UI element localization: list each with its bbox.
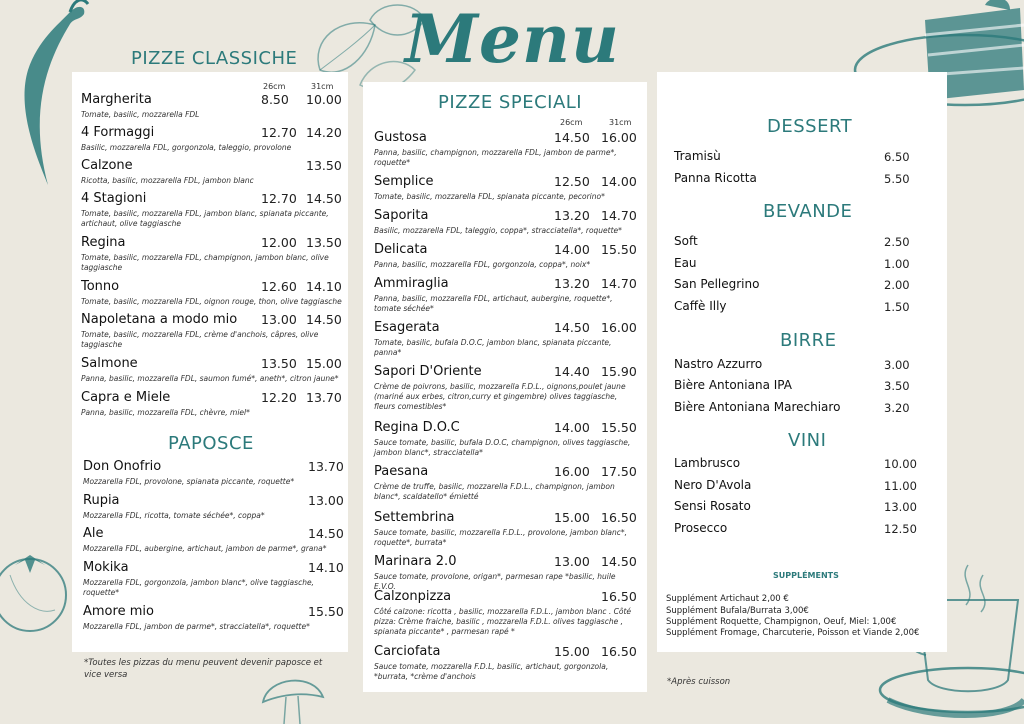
dessert-item xyxy=(674,149,914,163)
pizza-item xyxy=(374,364,637,412)
price-26cm: 12.60 xyxy=(261,279,297,294)
price-31cm: 14.70 xyxy=(601,208,637,223)
classiche-title: PIZZE CLASSICHE xyxy=(131,48,298,69)
pizza-name: Ammiraglia xyxy=(374,276,449,291)
price-26cm: 8.50 xyxy=(261,92,289,107)
price-26cm: 16.00 xyxy=(554,464,590,479)
paposce-description: Mozzarella FDL, aubergine, artichaut, jambon de parme*, grana* xyxy=(83,544,327,553)
price-26cm: 14.00 xyxy=(554,420,590,435)
pizza-name: Marinara 2.0 xyxy=(374,554,457,569)
beer-item-price: 3.20 xyxy=(884,401,910,415)
wine-item-name: Nero D'Avola xyxy=(674,478,752,492)
pizza-item xyxy=(374,130,637,168)
pizza-name: Saporita xyxy=(374,208,429,223)
pizza-item xyxy=(374,242,637,270)
pizza-name: Paesana xyxy=(374,464,429,479)
pizza-description: Sauce tomate, basilic, mozzarella F.D.L., provolone, jambon blanc*, roquette*, burrata* xyxy=(374,528,628,547)
wine-item-price: 11.00 xyxy=(884,479,917,493)
price-26cm: 15.00 xyxy=(554,510,590,525)
beer-item-name: Bière Antoniana Marechiaro xyxy=(674,400,841,414)
menu-title: Menu xyxy=(405,0,621,78)
wine-item xyxy=(674,499,917,514)
pizza-item xyxy=(81,125,341,153)
price-31cm: 16.50 xyxy=(601,510,637,525)
dessert-item-name: Panna Ricotta xyxy=(674,171,757,185)
price-31cm: 15.50 xyxy=(601,242,637,257)
price-26cm: 13.00 xyxy=(554,554,590,569)
pizza-item xyxy=(81,235,341,273)
speciali-title: PIZZE SPECIALI xyxy=(438,92,583,113)
tomato-illustration xyxy=(0,525,80,635)
pizza-name: Salmone xyxy=(81,356,138,371)
drink-item xyxy=(674,299,914,313)
price-26cm: 13.20 xyxy=(554,208,590,223)
pizza-description: Crème de poivrons, basilic, mozzarella F.D.L., oignons,poulet jaune (mariné aux erbes, citron,curry et gingembre) olives taggiasche, fleurs comestibles* xyxy=(374,382,626,411)
price-26cm: 12.20 xyxy=(261,390,297,405)
paposce-item xyxy=(83,604,343,632)
wine-item-name: Prosecco xyxy=(674,521,728,535)
pizza-description: Panna, basilic, mozzarella FDL, artichaut, aubergine, roquette*, tomate séchée* xyxy=(374,294,613,313)
pizza-description: Sauce tomate, mozzarella F.D.L, basilic, artichaut, gorgonzola, *burrata, *crème d'anchois xyxy=(374,662,609,681)
price-26cm: 14.50 xyxy=(554,130,590,145)
pizza-description: Panna, basilic, mozzarella FDL, chèvre, miel* xyxy=(81,408,250,417)
price-31cm: 16.00 xyxy=(601,320,637,335)
price-31cm: 15.00 xyxy=(306,356,342,371)
pizza-description: Panna, basilic, mozzarella FDL, saumon fumé*, aneth*, citron jaune* xyxy=(81,374,339,383)
price-31cm: 14.50 xyxy=(601,554,637,569)
price-31cm: 16.00 xyxy=(601,130,637,145)
price-31cm: 14.00 xyxy=(601,174,637,189)
price-31cm: 15.50 xyxy=(601,420,637,435)
price-26cm: 12.70 xyxy=(261,191,297,206)
drink-item-price: 2.00 xyxy=(884,278,910,292)
pizza-name: 4 Formaggi xyxy=(81,125,155,140)
pizza-item xyxy=(374,644,637,682)
price-26cm: 15.00 xyxy=(554,644,590,659)
pizza-description: Crème de truffe, basilic, mozzarella F.D.L., champignon, jambon blanc*, scaldatello* émietté xyxy=(374,482,615,501)
paposce-name: Ale xyxy=(83,526,104,541)
pizza-item xyxy=(81,92,341,120)
pizza-description: Tomate, basilic, mozzarella FDL, spianata piccante, pecorino* xyxy=(374,192,605,201)
paposce-description: Mozzarella FDL, ricotta, tomate séchée*, coppa* xyxy=(83,511,265,520)
price-31cm: 14.50 xyxy=(306,191,342,206)
beer-item-name: Nastro Azzurro xyxy=(674,357,763,371)
price-31cm: 13.50 xyxy=(306,158,342,173)
pizza-name: Napoletana a modo mio xyxy=(81,312,238,327)
wine-item xyxy=(674,456,917,471)
drink-item-name: San Pellegrino xyxy=(674,277,760,291)
pizza-item xyxy=(374,554,637,592)
supplements-title: SUPPLÉMENTS xyxy=(773,571,839,580)
drink-item-price: 1.00 xyxy=(884,257,910,271)
pizza-description: Sauce tomate, basilic, bufala D.O.C, champignon, olives taggiasche, jambon blanc*, stracciatella* xyxy=(374,438,631,457)
paposce-item xyxy=(83,560,343,598)
pizza-name: Calzonpizza xyxy=(374,589,452,604)
paposce-price: 14.10 xyxy=(308,560,344,575)
dessert-item-name: Tramisù xyxy=(674,149,721,163)
pizza-description: Tomate, basilic, mozzarella FDL xyxy=(81,110,200,119)
price-26cm: 12.00 xyxy=(261,235,297,250)
drink-item-name: Caffè Illy xyxy=(674,299,727,313)
pizza-item xyxy=(374,276,637,314)
paposce-item xyxy=(83,493,343,521)
wine-item-name: Sensi Rosato xyxy=(674,499,751,513)
dessert-item xyxy=(674,171,914,185)
price-31cm: 14.50 xyxy=(306,312,342,327)
pizza-name: Calzone xyxy=(81,158,133,173)
drink-item xyxy=(674,256,914,270)
price-31cm: 14.70 xyxy=(601,276,637,291)
classiche-size1: 26cm xyxy=(263,82,286,91)
dessert-item-price: 6.50 xyxy=(884,150,910,164)
beer-item-name: Bière Antoniana IPA xyxy=(674,378,792,392)
pizza-name: Esagerata xyxy=(374,320,440,335)
after-cooking-note: *Après cuisson xyxy=(667,677,731,687)
classiche-size2: 31cm xyxy=(311,82,334,91)
price-31cm: 10.00 xyxy=(306,92,342,107)
paposce-item xyxy=(83,526,343,554)
dessert-title: DESSERT xyxy=(767,116,853,137)
wine-item xyxy=(674,478,917,493)
pizza-item xyxy=(81,191,341,229)
wine-item-price: 12.50 xyxy=(884,522,917,536)
pizza-name: Regina xyxy=(81,235,126,250)
pizza-item xyxy=(374,510,637,548)
drink-item-name: Soft xyxy=(674,234,698,248)
paposce-note: *Toutes les pizzas du menu peuvent devenir paposce et vice versa xyxy=(84,658,323,680)
pizza-description: Basilic, mozzarella FDL, taleggio, coppa*, stracciatella*, roquette* xyxy=(374,226,622,235)
paposce-price: 13.00 xyxy=(308,493,344,508)
drink-item-price: 1.50 xyxy=(884,300,910,314)
supplement-line: Supplément Fromage, Charcuterie, Poisson et Viande 2,00€ xyxy=(666,628,920,638)
supplement-line: Supplément Artichaut 2,00 € xyxy=(666,594,789,604)
pizza-description: Tomate, basilic, mozzarella FDL, oignon rouge, thon, olive taggiasche xyxy=(81,297,342,306)
pizza-item xyxy=(374,174,637,202)
pizza-description: Tomate, basilic, mozzarella FDL, crème d'anchois, câpres, olive taggiasche xyxy=(81,330,319,349)
pizza-name: Capra e Miele xyxy=(81,390,171,405)
price-31cm: 13.50 xyxy=(306,235,342,250)
wine-item xyxy=(674,521,917,536)
price-26cm: 14.40 xyxy=(554,364,590,379)
pizza-name: Settembrina xyxy=(374,510,455,525)
speciali-size2: 31cm xyxy=(609,118,632,127)
dessert-item-price: 5.50 xyxy=(884,172,910,186)
vini-title: VINI xyxy=(788,430,827,451)
pizza-name: Delicata xyxy=(374,242,428,257)
paposce-price: 15.50 xyxy=(308,604,344,619)
beer-item-price: 3.50 xyxy=(884,379,910,393)
pizza-description: Basilic, mozzarella FDL, gorgonzola, taleggio, provolone xyxy=(81,143,292,152)
paposce-description: Mozzarella FDL, provolone, spianata piccante, roquette* xyxy=(83,477,295,486)
price-26cm: 12.70 xyxy=(261,125,297,140)
pizza-description: Panna, basilic, mozzarella FDL, gorgonzola, coppa*, noix* xyxy=(374,260,591,269)
pizza-description: Côté calzone: ricotta , basilic, mozzarella F.D.L., jambon blanc . Côté pizza: Crème fraiche, basilic , mozzarella F.D.L. olives taggiasche , spianata piccante* , parmesan rapé * xyxy=(374,607,632,636)
price-31cm: 13.70 xyxy=(306,390,342,405)
pizza-name: Semplice xyxy=(374,174,434,189)
drink-item xyxy=(674,234,914,248)
pizza-item xyxy=(81,390,341,418)
pizza-item xyxy=(374,320,637,358)
pizza-item xyxy=(374,420,637,458)
price-26cm: 12.50 xyxy=(554,174,590,189)
beer-item xyxy=(674,357,914,371)
paposce-name: Amore mio xyxy=(83,604,154,619)
paposce-name: Mokika xyxy=(83,560,129,575)
pizza-item xyxy=(81,312,341,350)
wine-item-price: 10.00 xyxy=(884,457,917,471)
speciali-size1: 26cm xyxy=(560,118,583,127)
pizza-name: Sapori D'Oriente xyxy=(374,364,482,379)
birre-title: BIRRE xyxy=(780,330,837,351)
supplement-line: Supplément Bufala/Burrata 3,00€ xyxy=(666,606,809,616)
bevande-title: BEVANDE xyxy=(763,201,853,222)
price-26cm: 13.20 xyxy=(554,276,590,291)
paposce-title: PAPOSCE xyxy=(168,433,254,454)
paposce-name: Rupia xyxy=(83,493,120,508)
pizza-item xyxy=(81,356,341,384)
pizza-description: Ricotta, basilic, mozzarella FDL, jambon blanc xyxy=(81,176,254,185)
beer-item xyxy=(674,378,914,392)
price-31cm: 16.50 xyxy=(601,644,637,659)
paposce-name: Don Onofrio xyxy=(83,459,162,474)
pizza-description: Tomate, basilic, bufala D.O.C, jambon blanc, spianata piccante, panna* xyxy=(374,338,612,357)
drink-item-price: 2.50 xyxy=(884,235,910,249)
pizza-name: Gustosa xyxy=(374,130,427,145)
supplement-line: Supplément Roquette, Champignon, Oeuf, Miel: 1,00€ xyxy=(666,617,897,627)
paposce-price: 14.50 xyxy=(308,526,344,541)
pizza-name: 4 Stagioni xyxy=(81,191,147,206)
beer-item-price: 3.00 xyxy=(884,358,910,372)
pizza-item xyxy=(374,208,637,236)
drink-item xyxy=(674,277,914,291)
paposce-item xyxy=(83,459,343,487)
paposce-description: Mozzarella FDL, jambon de parme*, stracciatella*, roquette* xyxy=(83,622,310,631)
price-26cm: 13.50 xyxy=(261,356,297,371)
beer-item xyxy=(674,400,914,414)
price-31cm: 14.20 xyxy=(306,125,342,140)
pizza-description: Tomate, basilic, mozzarella FDL, champignon, jambon blanc, olive taggiasche xyxy=(81,253,329,272)
price-31cm: 17.50 xyxy=(601,464,637,479)
drink-item-name: Eau xyxy=(674,256,697,270)
pizza-item xyxy=(374,464,637,502)
price-31cm: 14.10 xyxy=(306,279,342,294)
paposce-price: 13.70 xyxy=(308,459,344,474)
pizza-name: Margherita xyxy=(81,92,152,107)
price-26cm: 14.50 xyxy=(554,320,590,335)
price-31cm: 16.50 xyxy=(601,589,637,604)
pizza-name: Tonno xyxy=(81,279,120,294)
price-31cm: 15.90 xyxy=(601,364,637,379)
pizza-item xyxy=(81,279,341,307)
pizza-name: Carciofata xyxy=(374,644,441,659)
pizza-description: Panna, basilic, champignon, mozzarella FDL, jambon de parme*, roquette* xyxy=(374,148,617,167)
pizza-name: Regina D.O.C xyxy=(374,420,460,435)
pizza-description: Tomate, basilic, mozzarella FDL, jambon blanc, spianata piccante, artichaut, olive taggiasche xyxy=(81,209,329,228)
price-26cm: 13.00 xyxy=(261,312,297,327)
pizza-item xyxy=(374,589,637,637)
wine-item-price: 13.00 xyxy=(884,500,917,514)
paposce-description: Mozzarella FDL, gorgonzola, jambon blanc*, olive taggiasche, roquette* xyxy=(83,578,314,597)
price-26cm: 14.00 xyxy=(554,242,590,257)
pizza-description: Sauce tomate, provolone, origan*, parmesan rape *basilic, huile E.V.O. xyxy=(374,572,616,591)
wine-item-name: Lambrusco xyxy=(674,456,741,470)
pizza-item xyxy=(81,158,341,186)
